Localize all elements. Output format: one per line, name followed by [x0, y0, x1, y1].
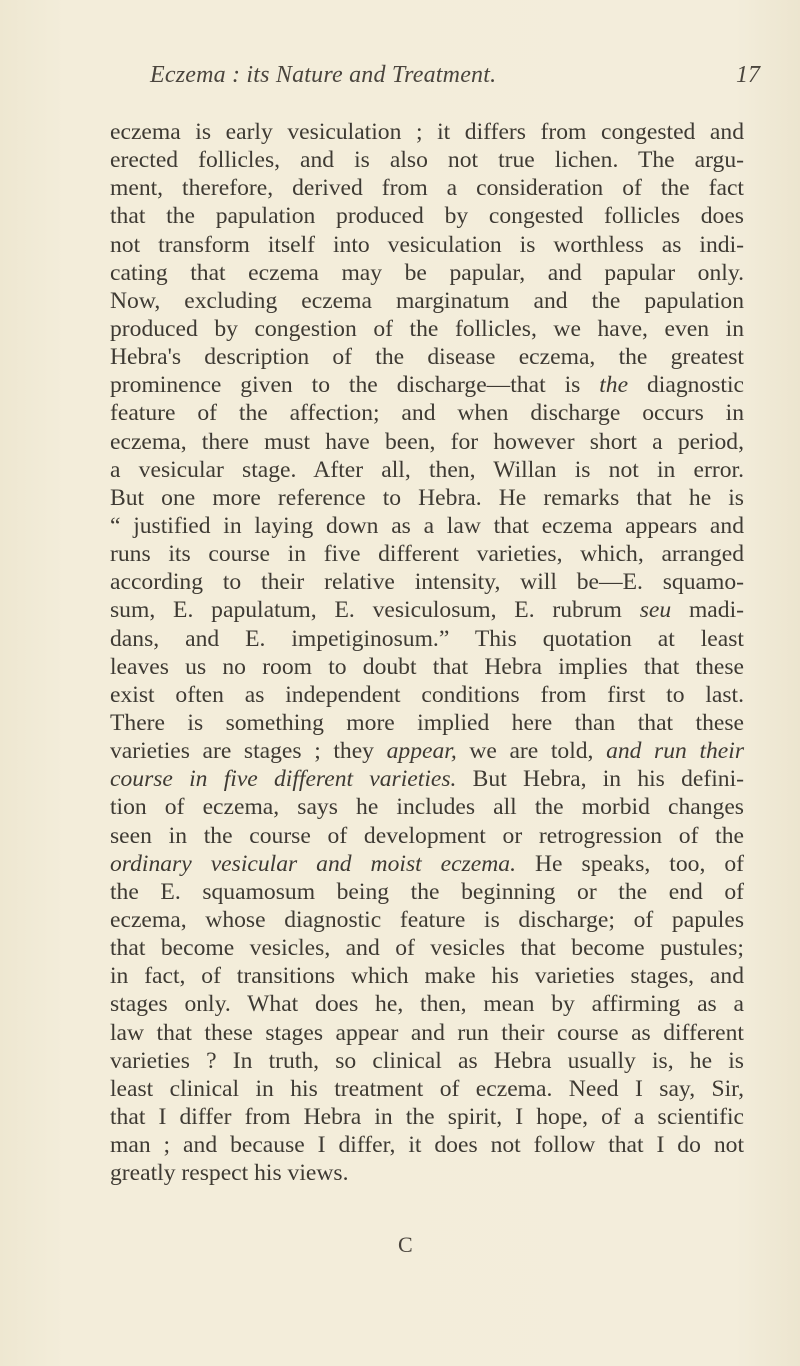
- text-line: [110, 371, 744, 399]
- text-segment: But Hebra, in his defini-: [456, 766, 744, 793]
- running-head: Eczema : its Nature and Treatment.: [150, 62, 497, 88]
- text-line: feature of the affection; and when discharge occurs in: [110, 400, 744, 427]
- text-line: exist often as independent conditions from first to last.: [110, 681, 744, 708]
- text-line: erected follicles, and is also not true lichen. The argu-: [110, 147, 744, 174]
- text-line: greatly respect his views.: [110, 1160, 349, 1187]
- text-segment: diagnostic: [628, 372, 744, 399]
- text-line: stages only. What does he, then, mean by affirming as a: [110, 991, 744, 1018]
- text-line: that I differ from Hebra in the spirit, I hope, of a scientific: [110, 1103, 744, 1130]
- italic-text: ordinary vesicular and moist eczema.: [110, 850, 517, 877]
- text-line: eczema, whose diagnostic feature is discharge; of papules: [110, 906, 744, 933]
- text-line: dans, and E. impetiginosum.” This quotation at least: [110, 625, 744, 652]
- text-line: ment, therefore, derived from a consideration of the fact: [110, 175, 744, 202]
- text-line: that become vesicles, and of vesicles that become pustules;: [110, 935, 744, 962]
- text-line: [110, 596, 744, 624]
- body-text: [110, 118, 744, 1187]
- text-line: produced by congestion of the follicles, we have, even in: [110, 315, 744, 342]
- text-line: eczema is early vesiculation ; it differs from congested and: [110, 119, 744, 145]
- text-line: [110, 850, 744, 878]
- signature-mark: C: [398, 1232, 413, 1257]
- text-line: [110, 765, 744, 793]
- text-segment: He speaks, too, of: [516, 850, 744, 877]
- italic-text: course in five different varieties.: [110, 766, 457, 793]
- text-line: the E. squamosum being the beginning or the end of: [110, 878, 744, 905]
- italic-text: seu: [639, 597, 672, 624]
- text-line: not transform itself into vesiculation is worthless as indi-: [110, 231, 744, 258]
- text-line: least clinical in his treatment of eczema. Need I say, Sir,: [110, 1075, 744, 1102]
- text-line: varieties ? In truth, so clinical as Hebra usually is, he is: [110, 1047, 744, 1074]
- italic-text: appear,: [386, 738, 457, 765]
- text-line: cating that eczema may be papular, and papular only.: [110, 259, 744, 286]
- text-line: that the papulation produced by congested follicles does: [110, 203, 744, 230]
- italic-text: and run their: [606, 738, 745, 765]
- text-segment: sum, E. papulatum, E. vesiculosum, E. rubrum: [110, 597, 640, 624]
- text-line: eczema, there must have been, for however short a period,: [110, 428, 744, 455]
- page-header: [150, 62, 770, 98]
- text-line: in fact, of transitions which make his varieties stages, and: [110, 963, 744, 990]
- text-line: law that these stages appear and run their course as different: [110, 1019, 744, 1046]
- text-segment: varieties are stages ; they: [110, 738, 387, 765]
- text-line: seen in the course of development or retrogression of the: [110, 822, 744, 849]
- text-line: according to their relative intensity, will be—E. squamo-: [110, 569, 744, 596]
- text-line: a vesicular stage. After all, then, Willan is not in error.: [110, 456, 744, 483]
- text-line: But one more reference to Hebra. He remarks that he is: [110, 484, 744, 511]
- text-line: Now, excluding eczema marginatum and the papulation: [110, 287, 744, 314]
- page-number: 17: [736, 62, 760, 88]
- text-line: “ justified in laying down as a law that eczema appears and: [110, 512, 744, 539]
- text-line: tion of eczema, says he includes all the morbid changes: [110, 794, 744, 821]
- text-segment: we are told,: [456, 738, 607, 765]
- italic-text: the: [599, 372, 629, 399]
- text-line: man ; and because I differ, it does not follow that I do not: [110, 1132, 744, 1159]
- text-line: There is something more implied here than that these: [110, 709, 744, 736]
- text-line: Hebra's description of the disease eczema, the greatest: [110, 344, 744, 371]
- text-line: [110, 737, 744, 765]
- text-segment: prominence given to the discharge—that is: [110, 372, 600, 399]
- text-segment: madi-: [671, 597, 744, 624]
- text-line: runs its course in five different varieties, which, arranged: [110, 541, 744, 568]
- text-line: leaves us no room to doubt that Hebra implies that these: [110, 653, 744, 680]
